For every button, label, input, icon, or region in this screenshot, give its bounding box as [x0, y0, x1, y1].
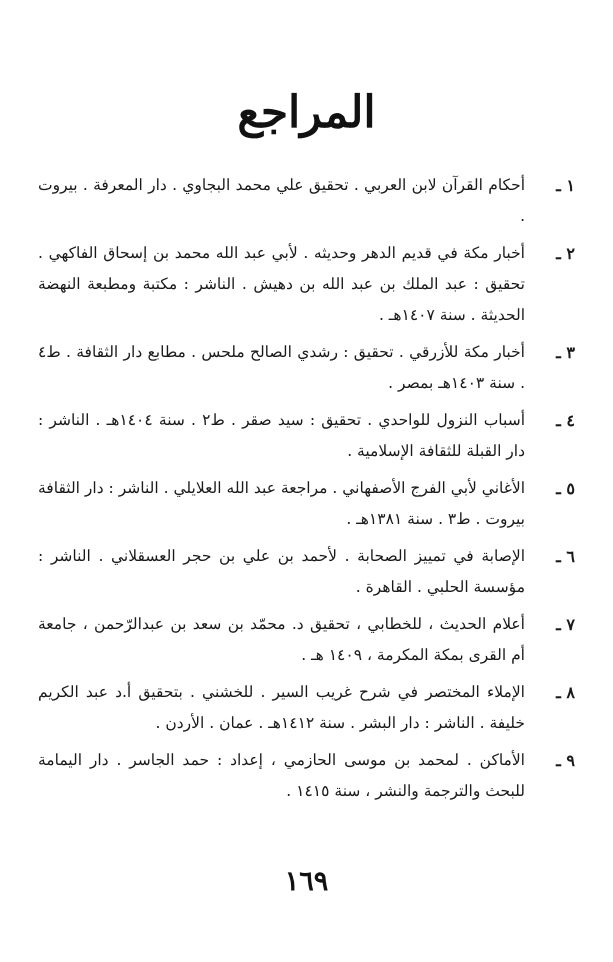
- reference-text: الأماكن . لمحمد بن موسى الحازمي ، إعداد : حمد الجاسر . دار اليمامة للبحث والترجمة والنشر ، سنة ١٤١٥ .: [38, 751, 525, 800]
- page-number: ١٦٩: [284, 866, 329, 897]
- reference-text: أسباب النزول للواحدي . تحقيق : سيد صقر . ط٢ . سنة ١٤٠٤هـ . الناشر : دار القبلة للثقافة الإسلامية .: [38, 411, 525, 460]
- reference-text: الإملاء المختصر في شرح غريب السير . للخشني . بتحقيق أ.د عبد الكريم خليفة . الناشر : دار البشر . سنة ١٤١٢هـ . عمان . الأردن .: [38, 683, 525, 732]
- reference-number: ٢ ـ: [556, 244, 575, 263]
- reference-item-7: [38, 609, 575, 671]
- reference-text: أحكام القرآن لابن العربي . تحقيق علي محمد البجاوي . دار المعرفة . بيروت .: [38, 176, 525, 225]
- reference-number: ٥ ـ: [556, 479, 575, 498]
- reference-number: ٩ ـ: [556, 751, 575, 770]
- reference-item-8: [38, 677, 575, 739]
- reference-number: ٦ ـ: [556, 547, 575, 566]
- reference-text: أعلام الحديث ، للخطابي ، تحقيق د. محمّد بن سعد بن عبدالرّحمن ، جامعة أم القرى بمكة المكرمة ، ١٤٠٩ هـ .: [38, 615, 525, 664]
- reference-item-4: [38, 405, 575, 467]
- reference-text: أخبار مكة في قديم الدهر وحديثه . لأبي عبد الله محمد بن إسحاق الفاكهي . تحقيق : عبد الملك بن عبد الله بن دهيش . الناشر : مكتبة ومطبعة النهضة الحديثة . سنة ١٤٠٧هـ .: [38, 244, 525, 324]
- reference-number: ٤ ـ: [556, 411, 575, 430]
- reference-item-6: [38, 541, 575, 603]
- reference-text: أخبار مكة للأزرقي . تحقيق : رشدي الصالح ملحس . مطابع دار الثقافة . ط٤ . سنة ١٤٠٣هـ بمصر .: [38, 343, 525, 392]
- reference-item-3: [38, 337, 575, 399]
- reference-text: الأغاني لأبي الفرج الأصفهاني . مراجعة عبد الله العلايلي . الناشر : دار الثقافة بيروت . ط٣ . سنة ١٣٨١هـ .: [38, 479, 525, 528]
- reference-number: ٨ ـ: [556, 683, 575, 702]
- reference-item-1: [38, 170, 575, 232]
- page-title: المراجع: [237, 87, 376, 139]
- reference-text: الإصابة في تمييز الصحابة . لأحمد بن علي بن حجر العسقلاني . الناشر : مؤسسة الحلبي . القاهرة .: [38, 547, 525, 596]
- reference-item-5: [38, 473, 575, 535]
- references-list: [38, 170, 575, 807]
- reference-item-9: [38, 745, 575, 807]
- reference-number: ٧ ـ: [556, 615, 575, 634]
- reference-number: ٣ ـ: [556, 343, 575, 362]
- reference-number: ١ ـ: [556, 176, 575, 195]
- reference-item-2: [38, 238, 575, 331]
